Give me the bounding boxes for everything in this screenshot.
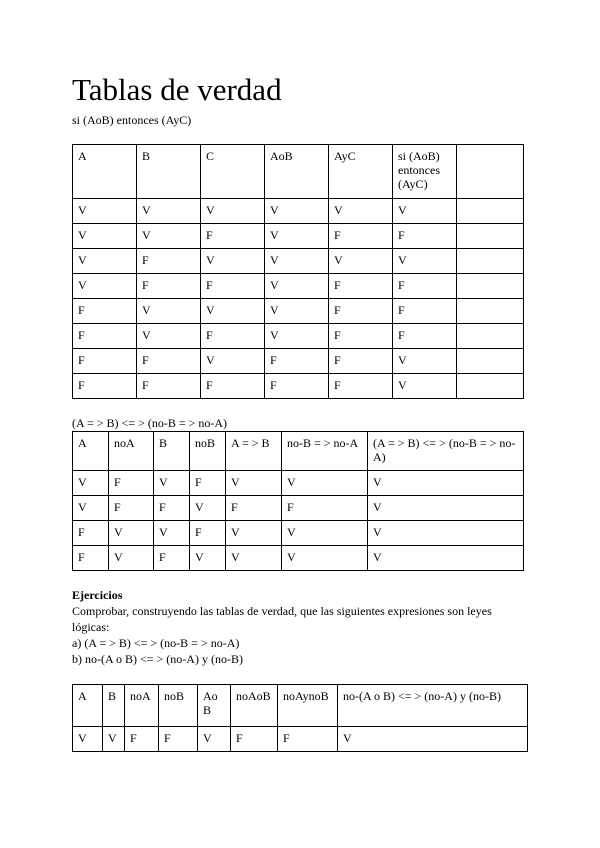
table-cell — [457, 349, 524, 374]
table-cell: V — [368, 546, 524, 571]
table-cell — [457, 249, 524, 274]
table-row — [73, 727, 528, 752]
table3-header-row — [73, 685, 528, 727]
table-cell: F — [329, 349, 393, 374]
table-cell: F — [201, 274, 265, 299]
table-cell: V — [198, 727, 231, 752]
table-cell: V — [73, 224, 137, 249]
table-cell: V — [265, 199, 329, 224]
table-cell: V — [73, 727, 103, 752]
table-row — [73, 274, 524, 299]
table-cell: F — [201, 374, 265, 399]
truth-table-3 — [72, 684, 528, 752]
table-cell: V — [265, 249, 329, 274]
table-cell: F — [154, 496, 190, 521]
table-cell: F — [393, 299, 457, 324]
table2-header-cell: B — [154, 432, 190, 471]
table-cell: V — [226, 521, 282, 546]
table-cell: V — [73, 249, 137, 274]
table-cell: F — [190, 471, 226, 496]
table-cell: F — [265, 374, 329, 399]
table-cell: V — [368, 471, 524, 496]
table-cell: V — [109, 546, 154, 571]
table-cell: V — [137, 324, 201, 349]
table2-header-cell: A = > B — [226, 432, 282, 471]
table-cell: F — [393, 274, 457, 299]
table-cell: V — [190, 496, 226, 521]
table-cell: V — [154, 521, 190, 546]
table-cell: V — [201, 199, 265, 224]
table-cell: F — [109, 471, 154, 496]
table2-header-cell: (A = > B) <= > (no-B = > no-A) — [368, 432, 524, 471]
table-cell: V — [282, 546, 368, 571]
truth-table-2 — [72, 431, 524, 571]
table-cell: V — [109, 521, 154, 546]
table-cell: F — [278, 727, 338, 752]
table-row — [73, 471, 524, 496]
table2-header-cell: noA — [109, 432, 154, 471]
table3-header-cell: noB — [159, 685, 198, 727]
table-cell: V — [137, 299, 201, 324]
table-cell: V — [73, 199, 137, 224]
table-cell: V — [368, 496, 524, 521]
table-cell: V — [329, 199, 393, 224]
table-cell: F — [73, 546, 109, 571]
table-cell: F — [393, 324, 457, 349]
table1-header-row — [73, 145, 524, 199]
table-cell: V — [265, 224, 329, 249]
table2-header-cell: no-B = > no-A — [282, 432, 368, 471]
table2-header-cell: A — [73, 432, 109, 471]
table-cell: F — [137, 349, 201, 374]
table-cell: V — [393, 349, 457, 374]
table-cell: F — [329, 299, 393, 324]
table-cell: F — [329, 224, 393, 249]
table-row — [73, 521, 524, 546]
table-cell: V — [265, 274, 329, 299]
table2-header-cell: noB — [190, 432, 226, 471]
table-cell: F — [231, 727, 278, 752]
table-cell: V — [368, 521, 524, 546]
table-cell: F — [329, 324, 393, 349]
table3-header-cell: noA — [125, 685, 159, 727]
table-row — [73, 349, 524, 374]
table-cell: V — [265, 299, 329, 324]
table1-header-cell: B — [137, 145, 201, 199]
table1-caption: si (AoB) entonces (AyC) — [72, 113, 192, 127]
table-row — [73, 224, 524, 249]
table-cell: V — [265, 324, 329, 349]
table1-header-cell: si (AoB) entonces (AyC) — [393, 145, 457, 199]
table2-caption: (A = > B) <= > (no-B = > no-A) — [72, 416, 228, 430]
table-cell: F — [137, 274, 201, 299]
exercise-item-a: a) (A = > B) <= > (no-B = > no-A) — [72, 636, 240, 650]
table-cell: V — [338, 727, 528, 752]
table-cell: F — [137, 249, 201, 274]
table3-header-cell: AoB — [198, 685, 231, 727]
table-cell: V — [73, 471, 109, 496]
table1-header-cell: AoB — [265, 145, 329, 199]
table-cell: F — [109, 496, 154, 521]
table3-header-cell: no-(A o B) <= > (no-A) y (no-B) — [338, 685, 528, 727]
table-cell: F — [73, 521, 109, 546]
table1-header-cell: C — [201, 145, 265, 199]
table-cell: F — [190, 521, 226, 546]
table-cell: V — [73, 496, 109, 521]
table-cell — [457, 199, 524, 224]
table-cell: V — [393, 249, 457, 274]
table-cell — [457, 299, 524, 324]
exercises-instruction: Comprobar, construyendo las tablas de verdad, que las siguientes expresiones son leyes — [72, 604, 492, 618]
table-cell: F — [226, 496, 282, 521]
table-cell: F — [154, 546, 190, 571]
table-cell: V — [154, 471, 190, 496]
table-row — [73, 496, 524, 521]
table-row — [73, 546, 524, 571]
table-cell: V — [226, 546, 282, 571]
table3-header-cell: B — [103, 685, 125, 727]
table-cell: V — [190, 546, 226, 571]
table-cell: F — [159, 727, 198, 752]
table-cell: F — [201, 324, 265, 349]
table-cell: F — [73, 299, 137, 324]
table-cell: V — [282, 521, 368, 546]
exercises-heading: Ejercicios — [72, 588, 123, 602]
table-cell: V — [73, 274, 137, 299]
table-cell: V — [201, 299, 265, 324]
exercises-instruction-cont: lógicas: — [72, 620, 110, 634]
table-row — [73, 374, 524, 399]
table-cell: F — [265, 349, 329, 374]
table-cell: F — [329, 274, 393, 299]
table-cell: F — [282, 496, 368, 521]
table2-header-row — [73, 432, 524, 471]
table-cell — [457, 324, 524, 349]
table-cell — [457, 224, 524, 249]
table-cell: V — [393, 374, 457, 399]
table-cell: F — [137, 374, 201, 399]
table-cell: V — [137, 224, 201, 249]
page-title: Tablas de verdad — [72, 72, 282, 107]
table-row — [73, 249, 524, 274]
table1-header-cell: A — [73, 145, 137, 199]
table-cell: F — [201, 224, 265, 249]
table1-header-cell — [457, 145, 524, 199]
table-cell: F — [125, 727, 159, 752]
table-cell: V — [201, 349, 265, 374]
table-cell: V — [137, 199, 201, 224]
table3-header-cell: A — [73, 685, 103, 727]
table-cell: V — [329, 249, 393, 274]
table-cell: F — [73, 324, 137, 349]
table-cell: F — [329, 374, 393, 399]
table-cell — [457, 374, 524, 399]
table-cell: F — [73, 349, 137, 374]
table-cell: V — [393, 199, 457, 224]
table-cell: F — [393, 224, 457, 249]
truth-table-1 — [72, 144, 524, 399]
table-cell — [457, 274, 524, 299]
table-row — [73, 324, 524, 349]
table-row — [73, 299, 524, 324]
table3-header-cell: noAoB — [231, 685, 278, 727]
table-cell: V — [201, 249, 265, 274]
table-cell: V — [282, 471, 368, 496]
table-cell: F — [73, 374, 137, 399]
table-cell: V — [103, 727, 125, 752]
table1-header-cell: AyC — [329, 145, 393, 199]
table-row — [73, 199, 524, 224]
exercise-item-b: b) no-(A o B) <= > (no-A) y (no-B) — [72, 652, 243, 666]
table3-header-cell: noAynoB — [278, 685, 338, 727]
table-cell: V — [226, 471, 282, 496]
